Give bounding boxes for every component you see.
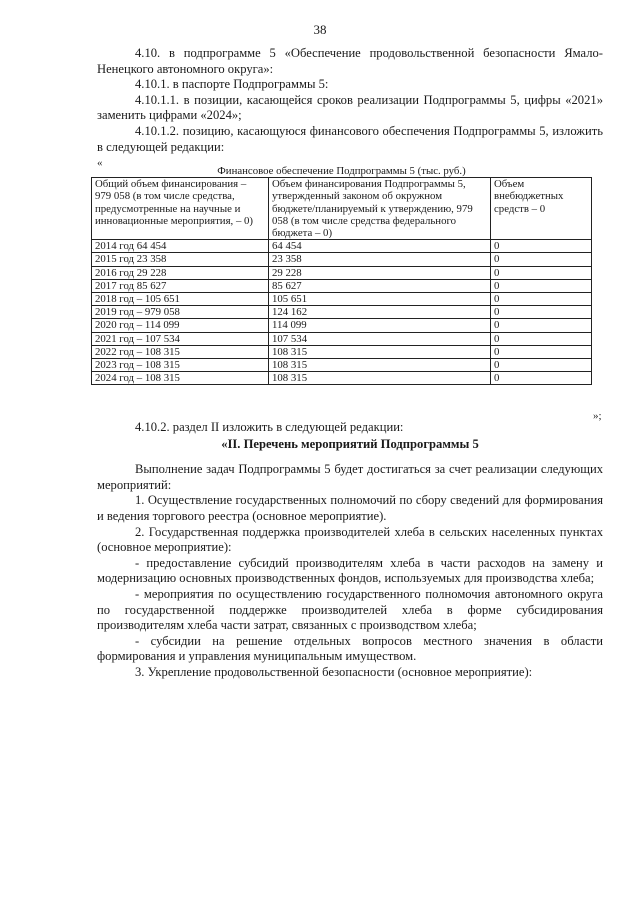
measure-1: 1. Осуществление государственных полномочий по сбору сведений для формирования и ведения торгового реестра (основное мероприятие). — [97, 493, 603, 523]
measure-2-c: - субсидии на решение отдельных вопросов местного значения в области формирования и управления муниципальным имуществом. — [97, 633, 603, 664]
header-budget: Объем финансирования Подпрограммы 5, утвержденный законом об окружном бюджете/планируемый к утверждению, 979 058 (в том числе средства федерального бюджета – 0) — [269, 178, 491, 240]
table-cell-extra: 0 — [491, 359, 592, 372]
table-cell-extra: 0 — [491, 319, 592, 332]
header-extra: Объем внебюджетных средств – 0 — [491, 178, 592, 240]
table-cell-budget: 23 358 — [269, 253, 491, 266]
table-cell-year: 2023 год – 108 315 — [92, 359, 269, 372]
measure-3: 3. Укрепление продовольственной безопасности (основное мероприятие): — [135, 664, 533, 679]
table-cell-budget: 107 534 — [269, 332, 491, 345]
table-cell-budget: 108 315 — [269, 345, 491, 358]
table-row — [92, 359, 592, 372]
table-cell-budget: 108 315 — [269, 372, 491, 385]
table-cell-budget: 85 627 — [269, 279, 491, 292]
table-cell-budget: 29 228 — [269, 266, 491, 279]
section-title: «II. Перечень мероприятий Подпрограммы 5 — [221, 436, 479, 451]
table-caption: Финансовое обеспечение Подпрограммы 5 (тыс. руб.) — [92, 165, 592, 178]
table-cell-year: 2015 год 23 358 — [92, 253, 269, 266]
table-row — [92, 266, 592, 279]
table-row — [92, 345, 592, 358]
table-cell-extra: 0 — [491, 345, 592, 358]
table-cell-extra: 0 — [491, 293, 592, 306]
table-cell-extra: 0 — [491, 240, 592, 253]
table-row — [92, 332, 592, 345]
table-cell-year: 2024 год – 108 315 — [92, 372, 269, 385]
table-cell-year: 2019 год – 979 058 — [92, 306, 269, 319]
section-intro: Выполнение задач Подпрограммы 5 будет достигаться за счет реализации следующих мероприятий: — [97, 462, 603, 492]
table-cell-extra: 0 — [491, 253, 592, 266]
close-quote: »; — [593, 410, 602, 422]
measure-2-b: - мероприятия по осуществлению государственного полномочия автономного округа по государственной поддержке производителей хлеба в форме субсидирования производителям хлеба части затрат, связанных с производством хлеба; — [97, 586, 603, 633]
measure-2: 2. Государственная поддержка производителей хлеба в сельских населенных пунктах (основное мероприятие): — [97, 524, 603, 555]
para-4-10: 4.10. в подпрограмме 5 «Обеспечение продовольственной безопасности Ямало-Ненецкого автономного округа»: — [97, 46, 603, 76]
measure-2-a: - предоставление субсидий производителям хлеба в части расходов на замену и модернизацию основных производственных фондов, используемых для производства хлеба; — [97, 555, 603, 586]
table-cell-extra: 0 — [491, 306, 592, 319]
table-header-row — [92, 178, 592, 240]
table-cell-extra: 0 — [491, 266, 592, 279]
table-cell-year: 2014 год 64 454 — [92, 240, 269, 253]
table-cell-year: 2017 год 85 627 — [92, 279, 269, 292]
table-cell-year: 2018 год – 105 651 — [92, 293, 269, 306]
table-cell-year: 2022 год – 108 315 — [92, 345, 269, 358]
table-row — [92, 240, 592, 253]
para-4-10-1: 4.10.1. в паспорте Подпрограммы 5: — [135, 77, 329, 92]
table-cell-extra: 0 — [491, 372, 592, 385]
table-cell-budget: 124 162 — [269, 306, 491, 319]
para-4-10-1-2: 4.10.1.2. позицию, касающуюся финансового обеспечения Подпрограммы 5, изложить в следующей редакции: — [97, 123, 603, 154]
table-row — [92, 319, 592, 332]
open-quote: « — [97, 157, 103, 169]
table-row — [92, 279, 592, 292]
table-cell-budget: 108 315 — [269, 359, 491, 372]
intro-block — [97, 46, 603, 155]
page-number: 38 — [313, 22, 327, 37]
table-cell-budget: 114 099 — [269, 319, 491, 332]
table-cell-extra: 0 — [491, 279, 592, 292]
table-row — [92, 293, 592, 306]
table-row — [92, 372, 592, 385]
section-block — [97, 420, 603, 681]
table-row — [92, 306, 592, 319]
header-total: Общий объем финансирования – 979 058 (в том числе средства, предусмотренные на научные и инновационные мероприятия, – 0) — [92, 178, 269, 240]
table-cell-year: 2020 год – 114 099 — [92, 319, 269, 332]
table-row — [92, 253, 592, 266]
table-cell-year: 2016 год 29 228 — [92, 266, 269, 279]
financing-table — [91, 165, 592, 385]
para-4-10-1-1: 4.10.1.1. в позиции, касающейся сроков реализации Подпрограммы 5, цифры «2021» заменить цифрами «2024»; — [97, 92, 603, 123]
table-cell-budget: 105 651 — [269, 293, 491, 306]
table-cell-year: 2021 год – 107 534 — [92, 332, 269, 345]
table-cell-extra: 0 — [491, 332, 592, 345]
table-cell-budget: 64 454 — [269, 240, 491, 253]
para-4-10-2: 4.10.2. раздел II изложить в следующей редакции: — [135, 420, 404, 434]
